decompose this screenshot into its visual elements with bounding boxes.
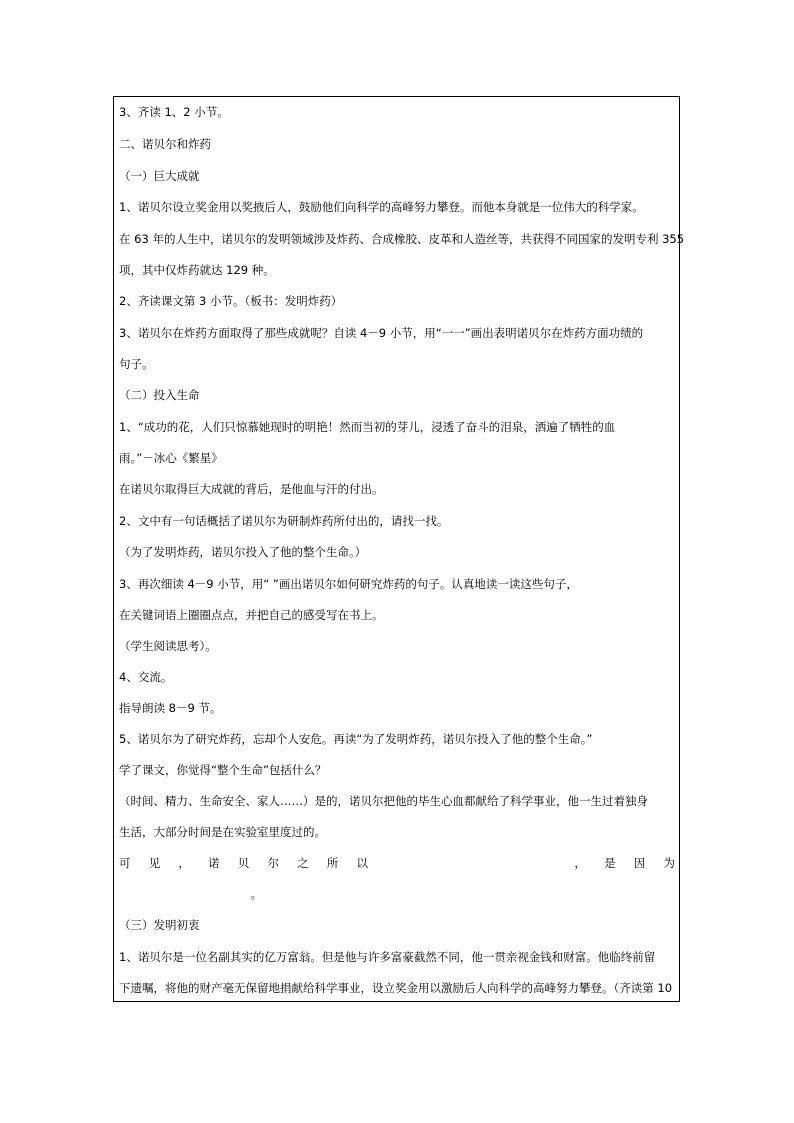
section-heading: 二、诺贝尔和炸药 bbox=[119, 137, 211, 151]
text-line: 学了课文，你觉得“整个生命”包括什么？ bbox=[119, 763, 327, 777]
fill-char: 因 bbox=[633, 856, 646, 870]
fill-char: 以 bbox=[356, 856, 368, 870]
text-line: 4、交流。 bbox=[119, 670, 173, 684]
subsection-heading: （三）发明初衷 bbox=[119, 918, 200, 932]
fill-char: 贝 bbox=[237, 856, 250, 870]
subsection-heading: （一）巨大成就 bbox=[119, 169, 200, 183]
fill-char: 可 bbox=[119, 856, 131, 870]
text-line: 3、诺贝尔在炸药方面取得了那些成就呢？自读 4－9 小节，用“一一”画出表明诺贝尔在炸药方面功绩的 bbox=[119, 326, 644, 340]
text-line: （为了发明炸药，诺贝尔投入了他的整个生命。） bbox=[119, 545, 367, 559]
fill-char: 是 bbox=[604, 856, 616, 870]
text-line: 在 63 年的人生中，诺贝尔的发明领域涉及炸药、合成橡胶、皮革和人造丝等，共获得不同国家的发明专利 355 bbox=[119, 232, 685, 246]
text-line: 1、诺贝尔设立奖金用以奖掖后人，鼓励他们向科学的高峰努力攀登。而他本身就是一位伟大的科学家。 bbox=[119, 200, 644, 214]
text-line: 下遗嘱，将他的财产毫无保留地捐献给科学事业，设立奖金用以激励后人向科学的高峰努力攀登。（齐读第 10 bbox=[119, 981, 673, 995]
text-line: （学生阅读思考）。 bbox=[119, 639, 217, 653]
fill-blank-line bbox=[119, 855, 675, 871]
text-line: 2、文中有一句话概括了诺贝尔为研制炸药所付出的，请找一找。 bbox=[119, 514, 449, 528]
text-line: （时间、精力、生命安全、家人……）是的，诺贝尔把他的毕生心血都献给了科学事业，他一生过着独身 bbox=[119, 794, 648, 808]
text-line: 2、齐读课文第 3 小节。（板书：发明炸药） bbox=[119, 294, 343, 308]
text-line: 。 bbox=[119, 887, 263, 901]
text-line: 3、再次细读 4－9 小节，用“ ”画出诺贝尔如何研究炸药的句子。认真地读一读这些句子， bbox=[119, 577, 578, 591]
text-line: 项，其中仅炸药就达 129 种。 bbox=[119, 263, 275, 277]
text-line: 生活，大部分时间是在实验室里度过的。 bbox=[119, 825, 326, 839]
fill-char: ， bbox=[178, 856, 190, 870]
text-line: 句子。 bbox=[119, 357, 154, 371]
fill-char: 诺 bbox=[208, 856, 220, 870]
text-line: 指导朗读 8－9 节。 bbox=[119, 701, 222, 715]
fill-char: 所 bbox=[326, 856, 339, 870]
text-line: 雨。”－冰心《繁星》 bbox=[119, 451, 223, 465]
text-line: 在诺贝尔取得巨大成就的背后，是他血与汗的付出。 bbox=[119, 482, 384, 496]
fill-char: 尔 bbox=[267, 856, 279, 870]
fill-char: 见 bbox=[148, 856, 161, 870]
text-line: 1、“成功的花，人们只惊慕她现时的明艳！然而当初的芽儿，浸透了奋斗的泪泉，洒遍了牺牲的血 bbox=[119, 420, 616, 434]
fill-char: 为 bbox=[663, 856, 675, 870]
text-line: 在关键词语上圈圈点点，并把自己的感受写在书上。 bbox=[119, 608, 384, 622]
fill-char: ， bbox=[574, 856, 586, 870]
text-line: 1、诺贝尔是一位名副其实的亿万富翁。但是他与许多富豪截然不同，他一贯亲视金钱和财富。他临终前留 bbox=[119, 950, 656, 964]
text-line: 5、诺贝尔为了研究炸药，忘却个人安危。再读“为了发明炸药，诺贝尔投入了他的整个生命。” bbox=[119, 732, 593, 746]
text-line: 3、齐读 1、2 小节。 bbox=[119, 105, 229, 119]
fill-char: 之 bbox=[297, 856, 309, 870]
subsection-heading: （二）投入生命 bbox=[119, 388, 200, 402]
